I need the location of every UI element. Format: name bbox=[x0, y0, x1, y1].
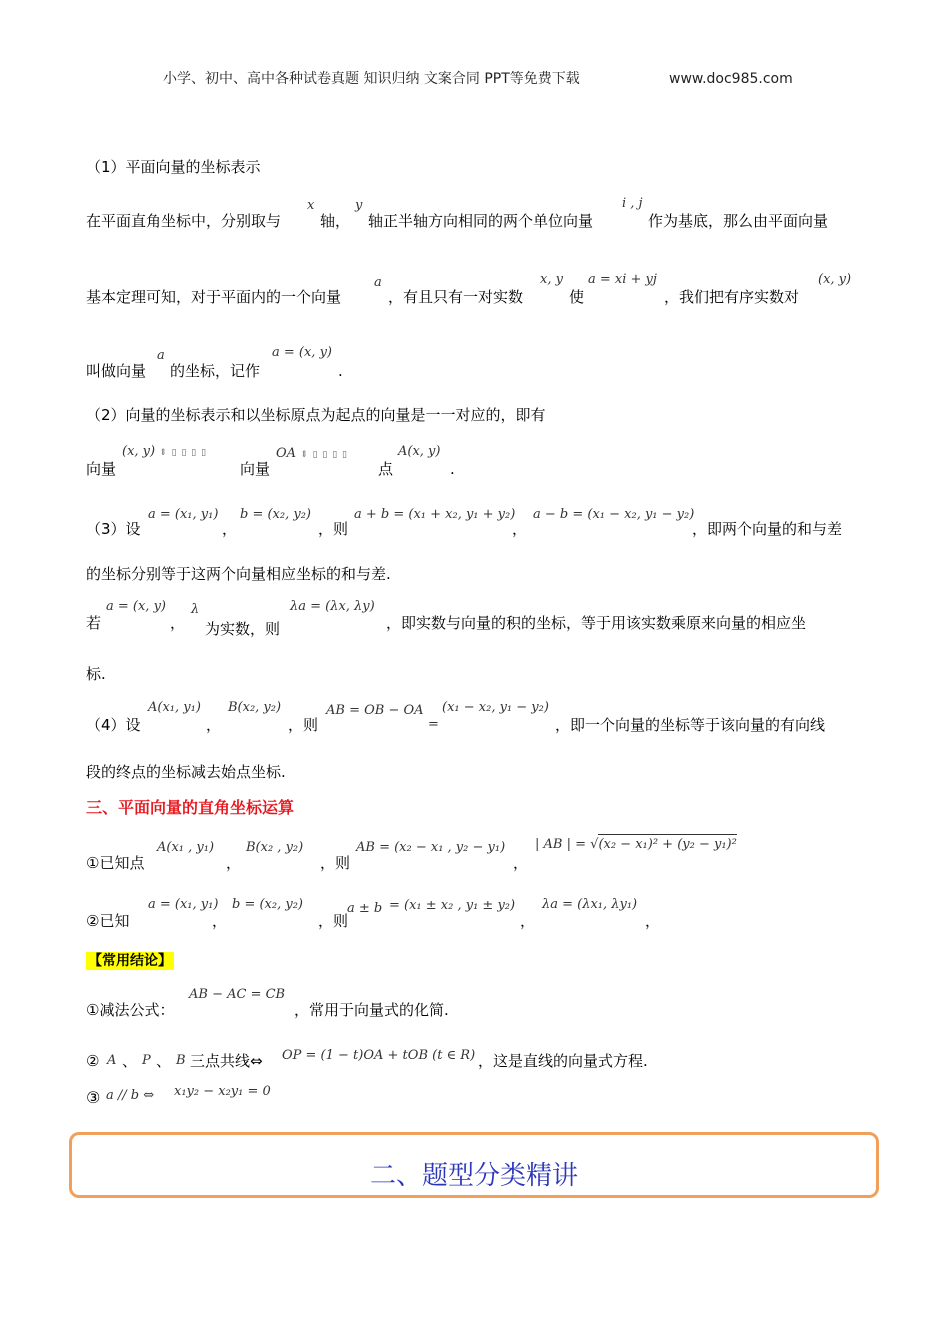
section3-r1-a: ①已知点 bbox=[86, 854, 145, 872]
s4-mAB: AB = OB − OA bbox=[326, 703, 424, 718]
section3-r1-mabs-right: (x₂ − x₁)² + (y₂ − y₁)² bbox=[598, 834, 736, 852]
s4-mA: A(x₁, y₁) bbox=[148, 700, 201, 715]
s1-title: （1）平面向量的坐标表示 bbox=[86, 158, 261, 176]
s4-p1: （4）设 bbox=[86, 716, 141, 734]
sqrt-symbol: √ bbox=[590, 837, 599, 852]
s3-l4: 标. bbox=[86, 665, 106, 683]
s4-mB: B(x₂, y₂) bbox=[228, 700, 282, 715]
s1-l2-d: ，我们把有序实数对 bbox=[664, 288, 800, 306]
s1-l1-x: x bbox=[307, 198, 315, 213]
section3-r2-mla: λa = (λx₁, λy₁) bbox=[542, 897, 638, 912]
section3-r2-a: ②已知 bbox=[86, 912, 130, 930]
s3-l3-c: ，即实数与向量的积的坐标，等于用该实数乘原来向量的相应坐 bbox=[386, 614, 807, 632]
s1-l2-c: 使 bbox=[569, 288, 585, 306]
section3-r1-mabs bbox=[535, 838, 737, 851]
section3-comma-4: ， bbox=[520, 912, 536, 930]
section3-comma-1: ， bbox=[226, 854, 242, 872]
header-text: 小学、初中、高中各种试卷真题 知识归纳 文案合同 PPT等免费下载 bbox=[163, 71, 580, 87]
s1-l1-ij: i , j bbox=[622, 196, 643, 211]
s2-m3: A(x, y) bbox=[398, 444, 441, 459]
s2-arrow-glyph: ⇕ ▯ ▯ ▯ ▯ bbox=[159, 448, 208, 458]
section3-title: 三、平面向量的直角坐标运算 bbox=[86, 798, 295, 817]
section3-r1-mabs-left: | AB | = bbox=[535, 837, 586, 852]
s3-l3-mla: λa = (λx, λy) bbox=[290, 599, 375, 614]
c1-a: ①减法公式： bbox=[86, 1001, 175, 1019]
s1-l3-va: a bbox=[157, 348, 165, 363]
s2-title: （2）向量的坐标表示和以坐标原点为起点的向量是一一对应的，即有 bbox=[86, 406, 546, 424]
section3-r1-mB: B(x₂ , y₂) bbox=[246, 840, 304, 855]
s1-l3-a: 叫做向量 bbox=[86, 362, 147, 380]
s3-comma-2: ， bbox=[512, 520, 528, 538]
s3-comma-1: ， bbox=[222, 520, 238, 538]
s3-p3: ，即两个向量的和与差 bbox=[692, 520, 843, 538]
section3-comma-5: ， bbox=[645, 912, 661, 930]
section3-r2-b: ，则 bbox=[318, 912, 349, 930]
s4-l2: 段的终点的坐标减去始点坐标. bbox=[86, 763, 286, 781]
s1-l3-c: . bbox=[338, 362, 343, 380]
section3-r2-mpm: a ± b bbox=[347, 901, 383, 916]
s3-l3-lam: λ bbox=[191, 602, 200, 617]
s1-l3-b: 的坐标，记作 bbox=[170, 362, 261, 380]
s3-m-b: b = (x₂, y₂) bbox=[240, 507, 311, 522]
section3-comma-3: ， bbox=[212, 912, 228, 930]
s1-l1-d: 作为基底，那么由平面向量 bbox=[648, 212, 829, 230]
s3-m-sum: a + b = (x₁ + x₂, y₁ + y₂) bbox=[354, 507, 516, 522]
c2-a: ② bbox=[86, 1052, 100, 1070]
c3-a: ③ bbox=[86, 1088, 101, 1107]
s1-l1-b: 轴， bbox=[320, 212, 351, 230]
c2-b: 三点共线⇔ bbox=[190, 1052, 263, 1070]
section3-r1-b: ，则 bbox=[320, 854, 351, 872]
s1-l2-a: 基本定理可知，对于平面内的一个向量 bbox=[86, 288, 342, 306]
s2-w1: 向量 bbox=[86, 460, 117, 478]
s1-l2-pair: (x, y) bbox=[818, 272, 852, 287]
s2-arrow-glyph-2: ⇕ ▯ ▯ ▯ ▯ bbox=[300, 450, 348, 460]
s3-l3-b: 为实数，则 bbox=[205, 620, 281, 638]
c2-P: P bbox=[142, 1053, 151, 1068]
section-banner bbox=[69, 1132, 879, 1198]
s1-l1-y: y bbox=[355, 198, 363, 213]
section3-r2-mpmr: = (x₁ ± x₂ , y₁ ± y₂) bbox=[389, 898, 516, 913]
c3-m: a // b ⇔ bbox=[106, 1088, 155, 1103]
s3-m-a: a = (x₁, y₁) bbox=[148, 507, 219, 522]
s4-p2: ，则 bbox=[288, 716, 319, 734]
section3-r2-mb: b = (x₂, y₂) bbox=[232, 897, 303, 912]
c2-B: B bbox=[176, 1053, 186, 1068]
s3-m-diff: a − b = (x₁ − x₂, y₁ − y₂) bbox=[533, 507, 695, 522]
conclusions-tag: 【常用结论】 bbox=[88, 953, 172, 969]
s3-l2: 的坐标分别等于这两个向量相应坐标的和与差. bbox=[86, 565, 391, 583]
header-url[interactable]: www.doc985.com bbox=[669, 71, 793, 87]
banner-title: 二、题型分类精讲 bbox=[369, 1161, 578, 1191]
s2-m1 bbox=[122, 445, 207, 458]
s2-m2-text: OA bbox=[276, 446, 297, 461]
s3-comma-3: ， bbox=[170, 614, 186, 632]
c2-m: OP = (1 − t)OA + tOB (t ∈ R) bbox=[282, 1048, 476, 1063]
c2-A: A bbox=[107, 1053, 117, 1068]
s3-p1: （3）设 bbox=[86, 520, 141, 538]
s2-m1-text: (x, y) bbox=[122, 444, 156, 459]
s4-eq: = bbox=[428, 717, 439, 732]
s4-comma-1: ， bbox=[206, 716, 222, 734]
c1-m: AB − AC = CB bbox=[189, 987, 286, 1002]
c2-c: ，这是直线的向量式方程. bbox=[478, 1052, 648, 1070]
s4-p3: ，即一个向量的坐标等于该向量的有向线 bbox=[555, 716, 826, 734]
s3-l3-a: 若 bbox=[86, 614, 102, 632]
c1-b: ，常用于向量式的化简. bbox=[294, 1001, 449, 1019]
s2-w3: 点 bbox=[378, 460, 394, 478]
s2-w2: 向量 bbox=[240, 460, 271, 478]
s1-l2-b: ，有且只有一对实数 bbox=[388, 288, 524, 306]
section3-r2-ma: a = (x₁, y₁) bbox=[148, 897, 219, 912]
c2-sep-1: 、 bbox=[122, 1052, 138, 1070]
s4-mres: (x₁ − x₂, y₁ − y₂) bbox=[442, 700, 549, 715]
s2-end: . bbox=[450, 460, 455, 478]
section3-comma-2: ， bbox=[513, 854, 529, 872]
s1-l1-c: 轴正半轴方向相同的两个单位向量 bbox=[368, 212, 594, 230]
s1-l3-eq: a = (x, y) bbox=[272, 345, 332, 360]
s1-l1-a: 在平面直角坐标中，分别取与 bbox=[86, 212, 282, 230]
c3-m2: x₁y₂ − x₂y₁ = 0 bbox=[174, 1084, 271, 1099]
section3-r1-mA: A(x₁ , y₁) bbox=[157, 840, 215, 855]
section3-r1-mAB: AB = (x₂ − x₁ , y₂ − y₁) bbox=[356, 840, 506, 855]
s2-m2 bbox=[276, 447, 348, 460]
s1-l2-va: a bbox=[374, 275, 382, 290]
s3-p2: ，则 bbox=[318, 520, 349, 538]
s1-l2-eq: a = xi + yj bbox=[588, 272, 657, 287]
c2-sep-2: 、 bbox=[156, 1052, 172, 1070]
s3-l3-ma: a = (x, y) bbox=[106, 599, 166, 614]
s1-l2-xy: x, y bbox=[540, 272, 563, 287]
